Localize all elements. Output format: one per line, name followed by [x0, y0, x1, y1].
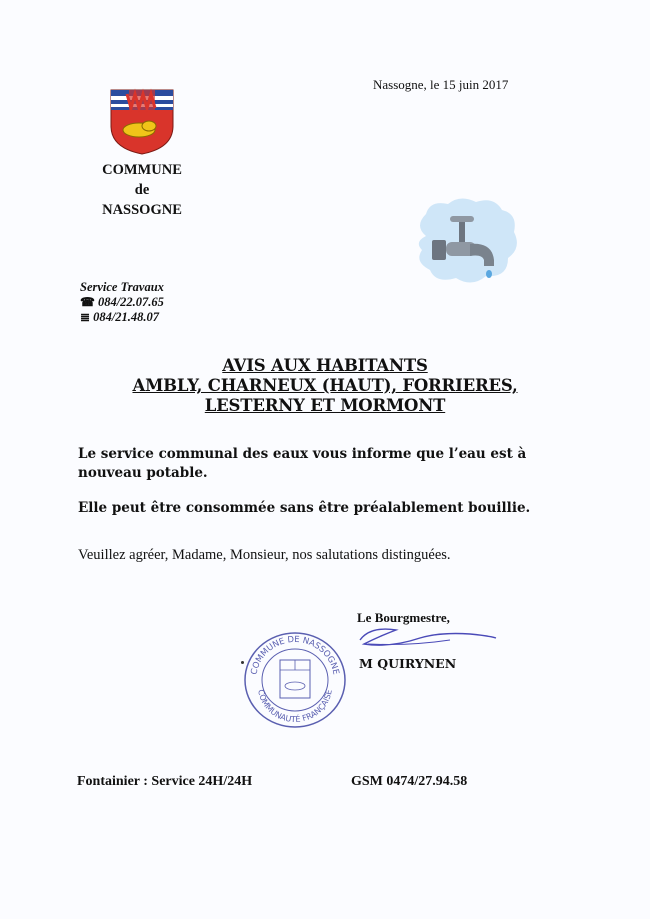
telephone-icon: ☎ [80, 295, 95, 309]
service-fax: 084/21.48.07 [93, 310, 160, 324]
commune-line-3: NASSOGNE [102, 202, 182, 218]
notice-heading [80, 356, 570, 416]
service-fax-row [80, 310, 164, 325]
commune-crest-logo [107, 86, 177, 156]
heading-line-3: LESTERNY ET MORMONT [204, 396, 446, 415]
stamp-text-top: COMMUNE DE NASSOGNE [249, 634, 341, 676]
fax-icon: ≣ [80, 310, 91, 324]
official-stamp [242, 630, 348, 730]
signatory-title: Le Bourgmestre, [357, 610, 450, 625]
commune-line-1: COMMUNE [102, 162, 182, 178]
handwritten-signature [350, 618, 500, 658]
paragraph-salutations: Veuillez agréer, Madame, Monsieur, nos salutations distinguées. [78, 547, 451, 563]
service-contact [80, 280, 164, 325]
service-phone: 084/22.07.65 [97, 295, 164, 309]
water-tap-icon [412, 196, 520, 286]
signatory-name: M QUIRYNEN [359, 656, 457, 671]
footer-fontainier: Fontainier : Service 24H/24H [77, 774, 253, 789]
paragraph-no-boiling: Elle peut être consommée sans être préalablement bouillie. [78, 500, 531, 516]
heading-line-2: AMBLY, CHARNEUX (HAUT), FORRIERES, [132, 376, 518, 395]
commune-name [84, 160, 200, 220]
service-title: Service Travaux [80, 280, 164, 294]
footer-gsm: GSM 0474/27.94.58 [351, 774, 468, 789]
letter-date: Nassogne, le 15 juin 2017 [373, 77, 509, 92]
heading-line-1: AVIS AUX HABITANTS [222, 356, 428, 375]
paragraph-water-potable: Le service communal des eaux vous informe que l’eau est à nouveau potable. [78, 446, 527, 481]
service-phone-row [80, 295, 164, 310]
stamp-text-bottom: COMMUNAUTÉ FRANÇAISE [256, 688, 334, 725]
commune-line-2: de [134, 182, 150, 198]
